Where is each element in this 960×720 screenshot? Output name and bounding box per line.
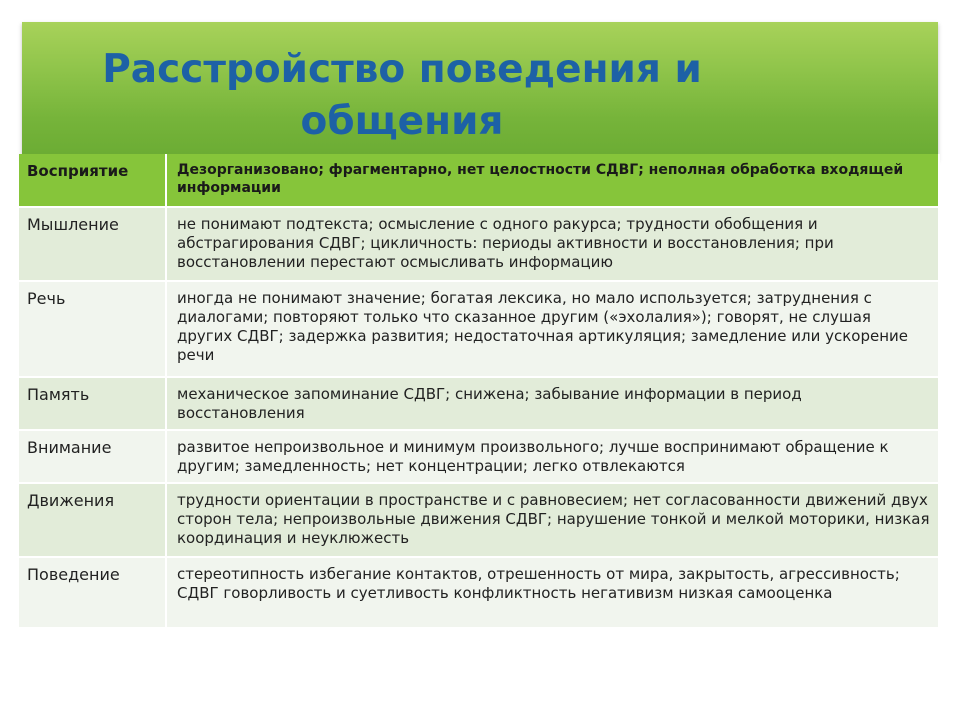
row-label: Мышление	[27, 215, 119, 234]
table-row	[19, 557, 939, 628]
row-label: Речь	[27, 289, 66, 308]
row-label-cell	[19, 377, 166, 430]
row-description: не понимают подтекста; осмысление с одного ракурса; трудности обобщения и абстрагирования СДВГ; цикличность: периоды активности и восстановления; при восстановлении перестают осмысливать информацию	[177, 215, 834, 271]
row-label-cell	[19, 557, 166, 628]
row-label-cell	[19, 207, 166, 281]
table-row	[19, 377, 939, 430]
table-row	[19, 281, 939, 377]
row-label-cell	[19, 281, 166, 377]
row-label: Поведение	[27, 565, 120, 584]
row-label: Внимание	[27, 438, 112, 457]
row-label: Восприятие	[27, 162, 129, 180]
row-desc-cell	[166, 281, 939, 377]
row-description: стереотипность избегание контактов, отрешенность от мира, закрытость, агрессивность; СДВГ говорливость и суетливость конфликтность негативизм низкая самооценка	[177, 565, 900, 602]
table-row	[19, 483, 939, 557]
table-row	[19, 430, 939, 483]
row-desc-cell	[166, 557, 939, 628]
symptoms-table	[19, 154, 940, 629]
row-description: Дезорганизовано; фрагментарно, нет целостности СДВГ; неполная обработка входящей информации	[177, 162, 904, 196]
table-row	[19, 154, 939, 207]
row-desc-cell	[166, 377, 939, 430]
row-desc-cell	[166, 154, 939, 207]
row-desc-cell	[166, 483, 939, 557]
row-description: трудности ориентации в пространстве и с равновесием; нет согласованности движений двух сторон тела; непроизвольные движения СДВГ; нарушение тонкой и мелкой моторики, низкая координация и неуклюжесть	[177, 491, 930, 547]
table-row	[19, 207, 939, 281]
row-description: механическое запоминание СДВГ; снижена; забывание информации в период восстановления	[177, 385, 802, 422]
slide-title: Расстройство поведения и общения	[102, 47, 702, 144]
row-description: иногда не понимают значение; богатая лексика, но мало используется; затруднения с диалогами; повторяют только что сказанное другим («эхолалия»); говорят, не слушая других СДВГ; задержка развития; недостаточная артикуляция; замедление или ускорение речи	[177, 289, 909, 364]
row-label-cell	[19, 154, 166, 207]
row-description: развитое непроизвольное и минимум произвольного; лучше воспринимают обращение к другим; замедленность; нет концентрации; легко отвлекаются	[177, 438, 889, 475]
row-desc-cell	[166, 430, 939, 483]
row-label: Память	[27, 385, 90, 404]
row-label-cell	[19, 430, 166, 483]
row-desc-cell	[166, 207, 939, 281]
row-label-cell	[19, 483, 166, 557]
row-label: Движения	[27, 491, 115, 510]
